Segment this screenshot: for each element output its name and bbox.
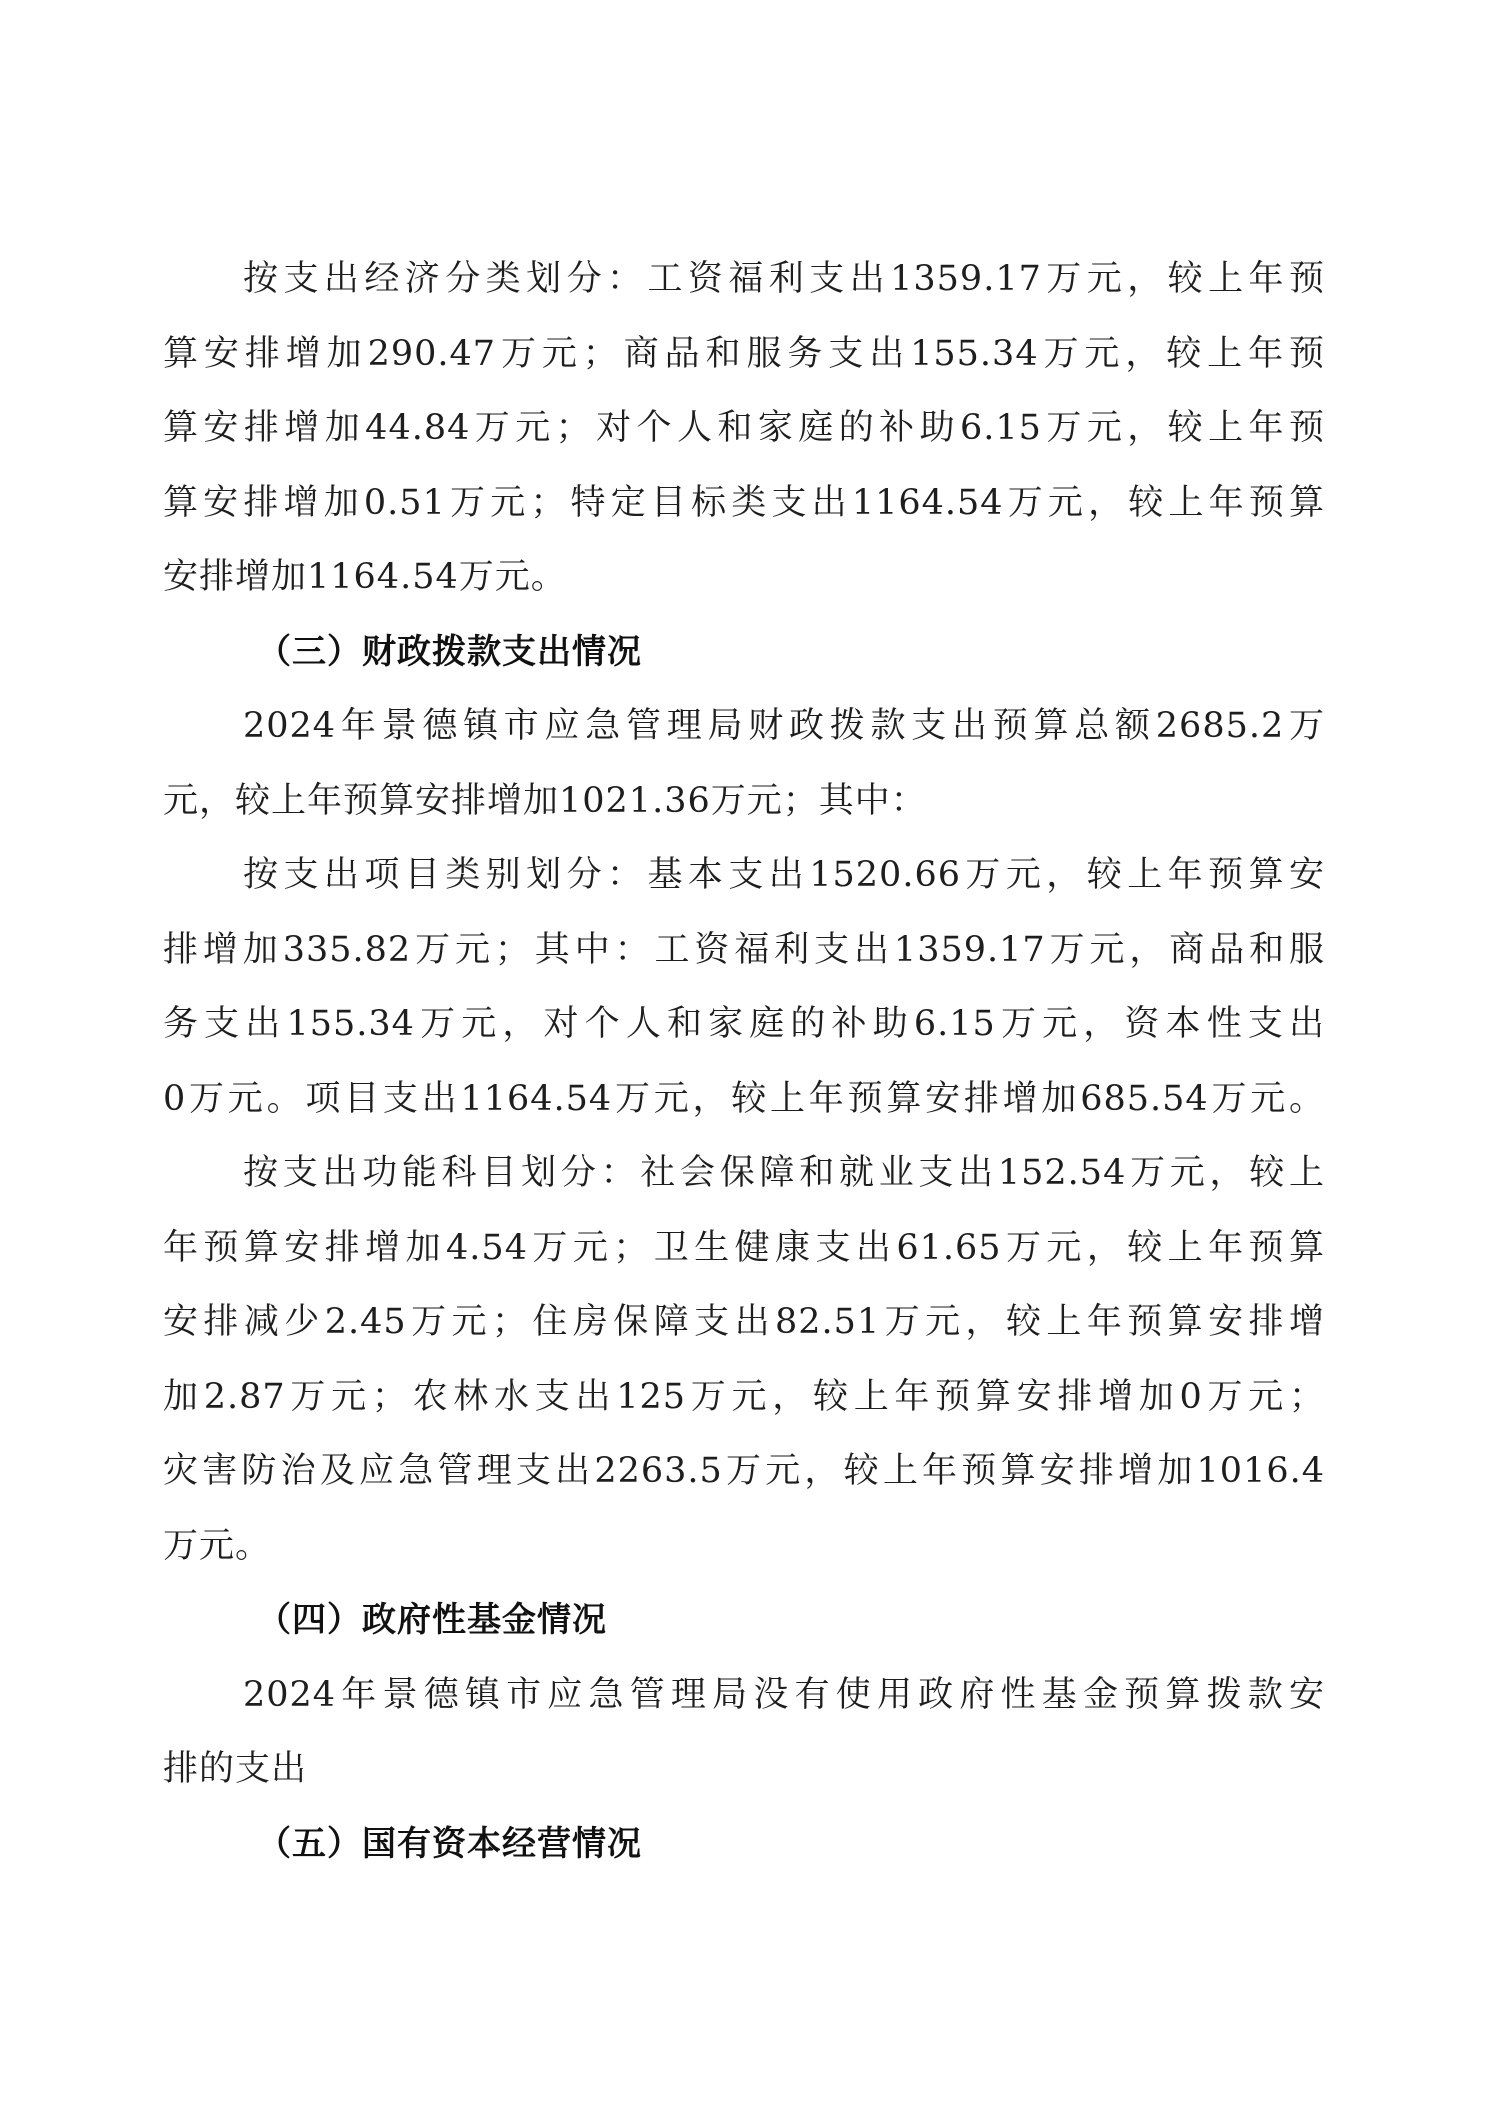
text-line: 排增加335.82万元；其中：工资福利支出1359.17万元，商品和服 bbox=[163, 929, 1325, 970]
text-line: 万元。 bbox=[163, 1525, 272, 1566]
text-line: 2024年景德镇市应急管理局财政拨款支出预算总额2685.2万 bbox=[243, 706, 1325, 746]
document-body bbox=[163, 242, 1325, 1881]
text-line: 排的支出 bbox=[163, 1749, 308, 1789]
text-line: 安排减少2.45万元；住房保障支出82.51万元，较上年预算安排增 bbox=[163, 1302, 1325, 1342]
section-heading-3: （三）财政拨款支出情况 bbox=[257, 631, 642, 672]
paragraph-project-classification bbox=[163, 838, 1325, 1136]
text-line: 加2.87万元；农林水支出125万元，较上年预算安排增加0万元； bbox=[163, 1376, 1325, 1417]
text-line: 灾害防治及应急管理支出2263.5万元，较上年预算安排增加1016.4 bbox=[163, 1451, 1325, 1491]
text-line: 0万元。项目支出1164.54万元，较上年预算安排增加685.54万元。 bbox=[163, 1078, 1325, 1119]
paragraph-government-fund bbox=[163, 1658, 1325, 1807]
text-line: 元，较上年预算安排增加1021.36万元；其中： bbox=[163, 780, 927, 821]
text-line: 算安排增加0.51万元；特定目标类支出1164.54万元，较上年预算 bbox=[163, 482, 1325, 523]
text-line: 年预算安排增加4.54万元；卫生健康支出61.65万元，较上年预算 bbox=[163, 1227, 1325, 1268]
text-line: 按支出功能科目划分：社会保障和就业支出152.54万元，较上 bbox=[243, 1153, 1325, 1193]
text-line: 安排增加1164.54万元。 bbox=[163, 557, 567, 597]
text-line: 算安排增加44.84万元；对个人和家庭的补助6.15万元，较上年预 bbox=[163, 408, 1325, 448]
paragraph-fiscal-total bbox=[163, 689, 1325, 838]
text-line: 务支出155.34万元，对个人和家庭的补助6.15万元，资本性支出 bbox=[163, 1004, 1325, 1044]
text-line: 按支出项目类别划分：基本支出1520.66万元，较上年预算安 bbox=[243, 855, 1325, 895]
section-heading-4: （四）政府性基金情况 bbox=[257, 1600, 607, 1640]
text-line: 按支出经济分类划分：工资福利支出1359.17万元，较上年预 bbox=[243, 259, 1325, 299]
paragraph-economic-classification bbox=[163, 242, 1325, 615]
paragraph-function-classification bbox=[163, 1136, 1325, 1583]
text-line: 2024年景德镇市应急管理局没有使用政府性基金预算拨款安 bbox=[243, 1674, 1325, 1715]
section-heading-5: （五）国有资本经营情况 bbox=[257, 1823, 642, 1864]
text-line: 算安排增加290.47万元；商品和服务支出155.34万元，较上年预 bbox=[163, 333, 1325, 374]
